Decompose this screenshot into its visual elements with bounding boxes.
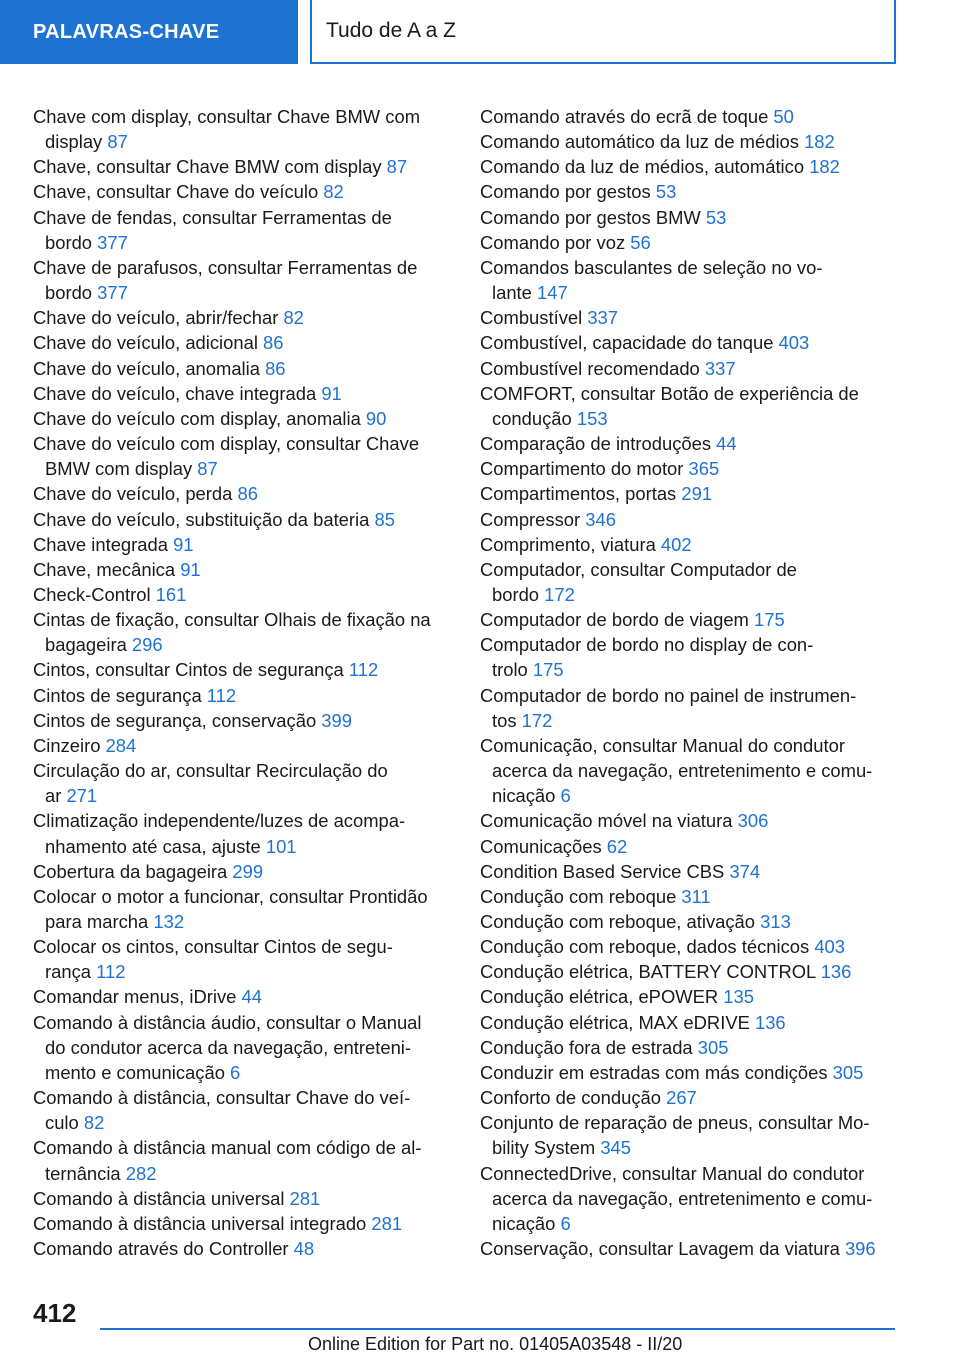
index-entry-text: Chave, mecânica — [33, 558, 181, 580]
page-reference-link[interactable]: 337 — [704, 357, 736, 379]
section-tab — [0, 0, 298, 64]
index-entry-text: COMFORT, consultar Botão de experiência de — [480, 382, 859, 404]
index-entry — [480, 632, 900, 682]
index-entry — [480, 154, 900, 179]
page-reference-link[interactable]: 6 — [560, 1212, 571, 1234]
page-reference-link[interactable]: 82 — [83, 1112, 105, 1134]
page-reference-link[interactable]: 172 — [544, 583, 575, 605]
page-reference-link[interactable]: 56 — [630, 231, 651, 253]
index-entry — [33, 683, 453, 708]
index-entry-text: Chave de fendas, consultar Ferramentas de — [33, 206, 392, 228]
index-entry — [33, 582, 453, 607]
index-entry-text: lante — [492, 282, 537, 304]
index-entry-text: BMW com display — [45, 458, 198, 480]
index-entry-text: Condução com reboque — [480, 885, 682, 907]
index-entry-text: Colocar o motor a funcionar, consultar Prontidão — [33, 885, 428, 907]
index-entry-text: display — [45, 131, 108, 153]
index-entry-text: Comunicação, consultar Manual do condutor — [480, 734, 845, 756]
page-reference-link[interactable]: 403 — [778, 332, 810, 354]
index-entry — [480, 1110, 900, 1160]
index-entry — [33, 1085, 453, 1135]
index-entry-text: Compartimentos, portas — [480, 483, 682, 505]
index-entry-text: Comando por gestos — [480, 181, 656, 203]
index-entry-text: Comando automático da luz de médios — [480, 131, 805, 153]
index-entry-text: Chave do veículo, perda — [33, 483, 238, 505]
page-reference-link[interactable]: 136 — [820, 961, 852, 983]
index-entry-text: Climatização independente/luzes de acompa- — [33, 810, 406, 832]
edition-note: Online Edition for Part no. 01405A03548 - II/20 — [308, 1334, 683, 1354]
index-entry — [33, 205, 453, 255]
footer-divider — [100, 1328, 895, 1330]
index-entry-text: Combustível — [480, 307, 588, 329]
page-reference-link[interactable]: 396 — [844, 1238, 876, 1260]
index-entry — [480, 1236, 900, 1261]
page-reference-link[interactable]: 346 — [585, 508, 616, 530]
index-entry-text: bordo — [492, 583, 545, 605]
index-entry-text: ternância — [45, 1162, 126, 1184]
index-entry — [33, 507, 453, 532]
page-reference-link[interactable]: 399 — [321, 709, 352, 731]
page-reference-link[interactable]: 6 — [560, 785, 571, 807]
index-entry-text: Cintos, consultar Cintos de segurança — [33, 659, 349, 681]
index-entry-text: Comandar menus, iDrive — [33, 986, 242, 1008]
index-entry — [480, 507, 900, 532]
index-entry-text: Chave de parafusos, consultar Ferramentas de — [33, 256, 418, 278]
index-entry — [480, 557, 900, 607]
index-entry-text: Comando à distância áudio, consultar o Manual — [33, 1011, 422, 1033]
page-reference-link[interactable]: 182 — [804, 131, 835, 153]
index-entry — [480, 255, 900, 305]
page-reference-link[interactable]: 48 — [293, 1238, 315, 1260]
index-entry-text: Combustível recomendado — [480, 357, 705, 379]
page-reference-link[interactable]: 271 — [66, 785, 98, 807]
index-entry-text: Compressor — [480, 508, 586, 530]
page-reference-link[interactable]: 281 — [371, 1212, 403, 1234]
index-entry — [480, 1161, 900, 1236]
index-entry — [480, 230, 900, 255]
page-reference-link[interactable]: 313 — [760, 911, 791, 932]
index-entry — [480, 984, 900, 1009]
section-subtitle: Tudo de A a Z — [326, 19, 456, 42]
index-entry-text: Condução elétrica, MAX eDRIVE — [480, 1011, 755, 1033]
index-entry-text: Comando por voz — [480, 231, 631, 253]
page-reference-link[interactable]: 284 — [105, 734, 137, 756]
index-entry — [33, 1135, 453, 1185]
index-entry-text: tos — [492, 709, 522, 731]
section-subtitle-box — [310, 0, 896, 64]
page-reference-link[interactable]: 50 — [773, 106, 794, 127]
index-entry-text: para marcha — [45, 911, 154, 932]
page-reference-link[interactable]: 291 — [681, 483, 713, 505]
index-entry-text: mento e comunicação — [45, 1061, 231, 1083]
index-entry — [480, 356, 900, 381]
index-entry-text: Check-Control — [33, 583, 156, 605]
index-entry-text: Chave do veículo, substituição da bateria — [33, 508, 375, 530]
page-reference-link[interactable]: 44 — [241, 986, 262, 1008]
index-entry — [33, 154, 453, 179]
index-entry — [480, 330, 900, 355]
index-entry — [33, 305, 453, 330]
page-reference-link[interactable]: 53 — [655, 181, 677, 203]
page-reference-link[interactable]: 135 — [723, 986, 754, 1008]
index-entry-text: Combustível, capacidade do tanque — [480, 332, 779, 354]
page-reference-link[interactable]: 136 — [754, 1011, 786, 1033]
page-reference-link[interactable]: 53 — [705, 206, 727, 228]
page-reference-link[interactable]: 175 — [532, 659, 564, 681]
section-tab-label: PALAVRAS-CHAVE — [33, 20, 220, 43]
index-entry-text: Computador de bordo no painel de instrumen- — [480, 684, 857, 706]
page-reference-link[interactable]: 175 — [753, 609, 785, 631]
index-entry — [480, 683, 900, 733]
page-reference-link[interactable]: 147 — [537, 282, 568, 304]
index-entry-text: bordo — [45, 282, 98, 304]
index-entry-text: Chave integrada — [33, 533, 174, 555]
page-reference-link[interactable]: 182 — [809, 156, 840, 178]
index-entry-text: Comando à distância manual com código de al- — [33, 1137, 422, 1159]
index-entry-text: Computador de bordo no display de con- — [480, 634, 814, 656]
page-reference-link[interactable]: 374 — [729, 860, 761, 882]
index-entry — [480, 909, 900, 934]
index-entry-text: culo — [45, 1112, 84, 1134]
index-entry — [480, 1035, 900, 1060]
index-entry — [33, 859, 453, 884]
index-entry — [480, 1085, 900, 1110]
index-entry-text: Chave do veículo, chave integrada — [33, 382, 322, 404]
page-number: 412 — [33, 1298, 77, 1328]
page-reference-link[interactable]: 112 — [206, 684, 237, 706]
page-reference-link[interactable]: 87 — [386, 156, 408, 178]
page-reference-link[interactable]: 91 — [173, 533, 194, 555]
index-entry-text: rança — [45, 961, 97, 983]
page-reference-link[interactable]: 402 — [660, 533, 692, 555]
index-entry — [33, 708, 453, 733]
page-reference-link[interactable]: 91 — [321, 382, 342, 404]
page-reference-link[interactable]: 82 — [323, 181, 344, 203]
index-entry — [33, 758, 453, 808]
page-reference-link[interactable]: 85 — [374, 508, 395, 530]
index-entry — [33, 607, 453, 657]
index-entry-text: ConnectedDrive, consultar Manual do condutor — [480, 1162, 865, 1184]
index-entry-text: ar — [45, 785, 67, 807]
index-entry — [33, 381, 453, 406]
index-entry-text: bility System — [492, 1137, 601, 1159]
index-entry-text: Comparação de introduções — [480, 433, 717, 455]
page-reference-link[interactable]: 365 — [688, 458, 720, 480]
index-entry-text: Chave do veículo, abrir/fechar — [33, 307, 284, 329]
index-entry-text: condução — [492, 407, 577, 429]
index-entry — [33, 884, 453, 934]
index-entry — [33, 657, 453, 682]
page-reference-link[interactable]: 311 — [681, 885, 711, 907]
page-reference-link[interactable]: 299 — [232, 860, 264, 882]
index-entry-text: do condutor acerca da navegação, entreteni- — [45, 1036, 412, 1058]
index-entry-text: Chave do veículo, anomalia — [33, 357, 266, 379]
index-column-left — [33, 104, 453, 1261]
page-reference-link[interactable]: 172 — [521, 709, 553, 731]
index-column-right — [480, 104, 900, 1261]
index-entry-text: Cinzeiro — [33, 734, 106, 756]
index-entry — [480, 1010, 900, 1035]
index-entry-text: Comunicações — [480, 835, 607, 857]
index-entry — [33, 532, 453, 557]
index-entry — [480, 104, 900, 129]
page-reference-link[interactable]: 296 — [131, 634, 163, 656]
index-entry — [480, 733, 900, 808]
page-reference-link[interactable]: 82 — [283, 307, 304, 329]
index-entry-text: Comando à distância universal integrado — [33, 1212, 372, 1234]
page-reference-link[interactable]: 377 — [97, 282, 128, 304]
index-entry-text: Cintos de segurança, conservação — [33, 709, 322, 731]
index-entry — [33, 330, 453, 355]
index-entry — [480, 481, 900, 506]
index-entry-text: Computador, consultar Computador de — [480, 558, 797, 580]
index-entry-text: Condução com reboque, ativação — [480, 911, 761, 932]
index-entry-text: Chave, consultar Chave BMW com display — [33, 156, 387, 178]
page-reference-link[interactable]: 161 — [155, 583, 187, 605]
index-entry — [480, 959, 900, 984]
page-reference-link[interactable]: 403 — [814, 936, 845, 958]
index-entry-text: bordo — [45, 231, 98, 253]
page-reference-link[interactable]: 62 — [606, 835, 628, 857]
index-entry-text: Conjunto de reparação de pneus, consultar Mo- — [480, 1112, 870, 1134]
index-entry-text: trolo — [492, 659, 533, 681]
page-reference-link[interactable]: 282 — [125, 1162, 157, 1184]
page-reference-link[interactable]: 337 — [587, 307, 619, 329]
page-reference-link[interactable]: 153 — [576, 407, 608, 429]
index-entry-text: Chave do veículo com display, anomalia — [33, 407, 366, 429]
index-entry-text: Cintas de fixação, consultar Olhais de fixação na — [33, 609, 431, 631]
index-entry — [480, 129, 900, 154]
page-reference-link[interactable]: 306 — [737, 810, 769, 832]
page-reference-link[interactable]: 87 — [107, 131, 128, 153]
index-entry — [480, 305, 900, 330]
index-entry — [33, 1236, 453, 1261]
index-entry-text: Condition Based Service CBS — [480, 860, 730, 882]
index-entry-text: Comunicação móvel na viatura — [480, 810, 738, 832]
page-reference-link[interactable]: 101 — [265, 835, 297, 857]
index-entry-text: Chave do veículo com display, consultar Chave — [33, 433, 420, 455]
index-entry — [480, 884, 900, 909]
index-entry-text: nicação — [492, 785, 561, 807]
page-reference-link[interactable]: 86 — [263, 332, 284, 354]
index-entry-text: Comando através do ecrã de toque — [480, 106, 774, 127]
index-entry-text: acerca da navegação, entretenimento e comu- — [492, 1187, 873, 1209]
index-entry — [480, 205, 900, 230]
page-reference-link[interactable]: 112 — [348, 659, 379, 681]
page-reference-link[interactable]: 91 — [180, 558, 201, 580]
index-entry — [33, 733, 453, 758]
index-entry-text: Comando por gestos BMW — [480, 206, 706, 228]
page-reference-link[interactable]: 267 — [666, 1087, 697, 1109]
page-reference-link[interactable]: 86 — [265, 357, 286, 379]
index-entry — [33, 179, 453, 204]
page-reference-link[interactable]: 132 — [153, 911, 185, 932]
index-entry-text: Comando através do Controller — [33, 1238, 294, 1260]
index-entry — [33, 984, 453, 1009]
index-entry-text: bagageira — [45, 634, 132, 656]
page-reference-link[interactable]: 6 — [230, 1061, 241, 1083]
index-entry — [33, 1211, 453, 1236]
page-reference-link[interactable]: 377 — [97, 231, 128, 253]
page-reference-link[interactable]: 281 — [289, 1187, 321, 1209]
index-entry-text: Comando à distância, consultar Chave do veí- — [33, 1087, 411, 1109]
index-entry-text: nicação — [492, 1212, 561, 1234]
index-entry-text: Circulação do ar, consultar Recirculação do — [33, 760, 388, 782]
index-entry — [480, 834, 900, 859]
index-entry-text: Condução com reboque, dados técnicos — [480, 936, 815, 958]
index-entry-text: Comprimento, viatura — [480, 533, 661, 555]
index-entry — [480, 532, 900, 557]
index-entry-text: Cintos de segurança — [33, 684, 207, 706]
index-entry — [33, 356, 453, 381]
index-entry — [33, 431, 453, 481]
index-entry — [33, 481, 453, 506]
index-entry-text: Conforto de condução — [480, 1087, 667, 1109]
page-reference-link[interactable]: 305 — [832, 1061, 864, 1083]
page-reference-link[interactable]: 87 — [197, 458, 218, 480]
index-entry — [33, 557, 453, 582]
index-entry-text: Cobertura da bagageira — [33, 860, 233, 882]
page-reference-link[interactable]: 86 — [237, 483, 258, 505]
page-reference-link[interactable]: 90 — [365, 407, 387, 429]
index-entry-text: Chave do veículo, adicional — [33, 332, 264, 354]
index-entry — [480, 934, 900, 959]
index-entry-text: Colocar os cintos, consultar Cintos de segu- — [33, 936, 393, 958]
index-entry — [480, 859, 900, 884]
index-entry-text: Conservação, consultar Lavagem da viatura — [480, 1238, 845, 1260]
page-reference-link[interactable]: 345 — [600, 1137, 632, 1159]
page-reference-link[interactable]: 112 — [96, 961, 126, 983]
index-entry-text: Condução elétrica, ePOWER — [480, 986, 724, 1008]
index-entry-text: Condução elétrica, BATTERY CONTROL — [480, 961, 821, 983]
index-entry-text: Chave, consultar Chave do veículo — [33, 181, 324, 203]
index-entry-text: Chave com display, consultar Chave BMW com — [33, 106, 421, 127]
index-entry — [480, 808, 900, 833]
index-entry — [480, 431, 900, 456]
index-entry — [480, 456, 900, 481]
index-entry-text: nhamento até casa, ajuste — [45, 835, 266, 857]
index-entry-text: Computador de bordo de viagem — [480, 609, 754, 631]
index-entry — [480, 179, 900, 204]
index-entry-text: Compartimento do motor — [480, 458, 689, 480]
index-entry — [33, 406, 453, 431]
index-entry-text: Comando à distância universal — [33, 1187, 290, 1209]
index-entry — [480, 381, 900, 431]
index-entry-text: Conduzir em estradas com más condições — [480, 1061, 833, 1083]
index-entry-text: Condução fora de estrada — [480, 1036, 698, 1058]
index-entry-text: Comando da luz de médios, automático — [480, 156, 810, 178]
page-reference-link[interactable]: 44 — [716, 433, 737, 455]
index-entry — [33, 1186, 453, 1211]
index-entry — [33, 1010, 453, 1085]
index-entry — [33, 255, 453, 305]
index-entry — [33, 104, 453, 154]
index-entry — [480, 1060, 900, 1085]
index-entry — [480, 607, 900, 632]
page-reference-link[interactable]: 305 — [697, 1036, 729, 1058]
index-entry — [33, 934, 453, 984]
index-entry-text: acerca da navegação, entretenimento e comu- — [492, 760, 873, 782]
index-entry — [33, 808, 453, 858]
index-entry-text: Comandos basculantes de seleção no vo- — [480, 256, 823, 278]
